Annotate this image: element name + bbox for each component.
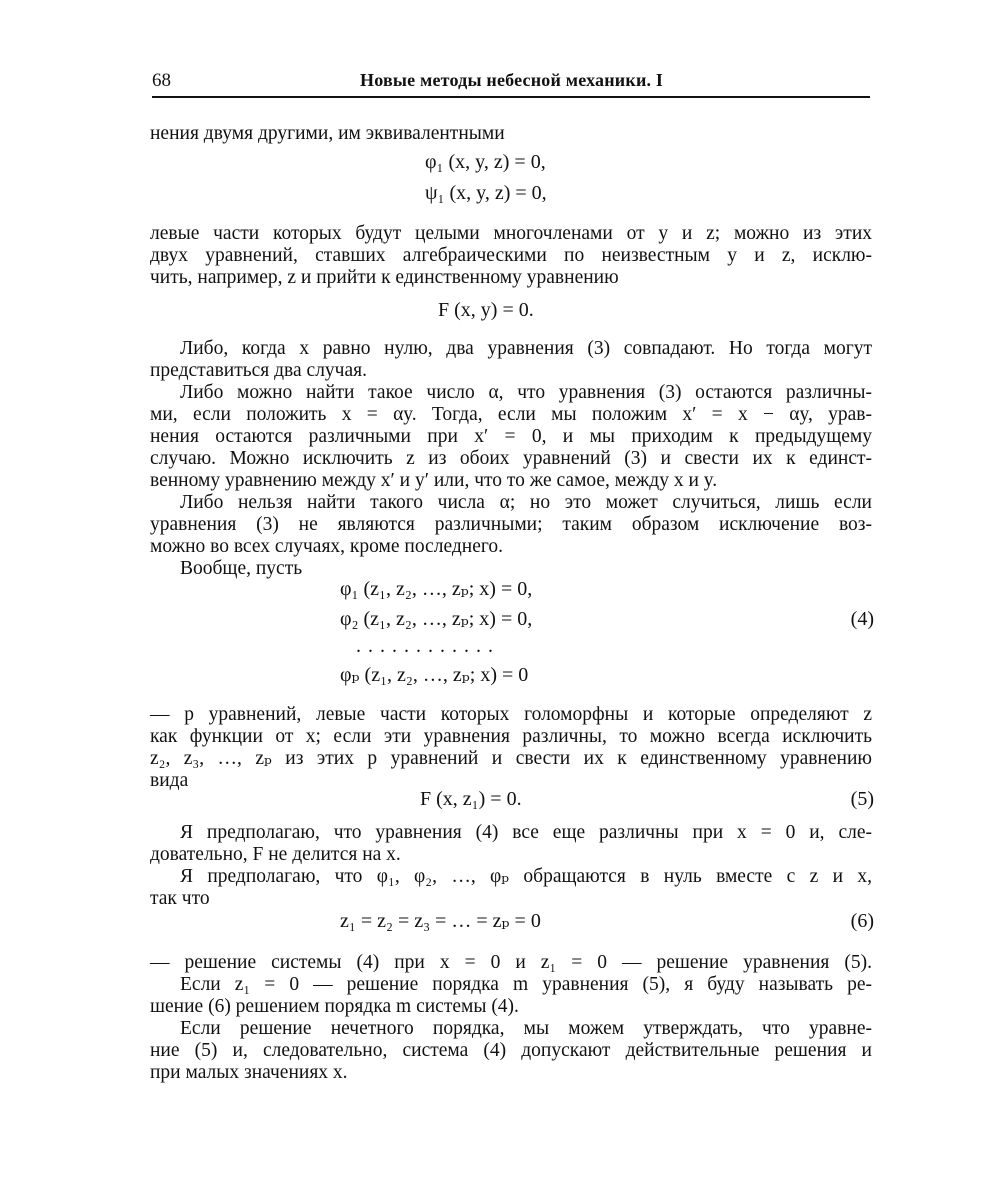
text-line: Либо можно найти такое число α, что уравнения (3) остаются различны- (180, 382, 872, 403)
equation-number-5: (5) (850, 788, 874, 810)
text-line: — решение системы (4) при x = 0 и z₁ = 0 — решение уравнения (5). (150, 952, 872, 973)
text-line: Я предполагаю, что уравнения (4) все еще различны при x = 0 и, сле- (180, 822, 872, 843)
text-line: левые части которых будут целыми многочленами от y и z; можно из этих (150, 223, 872, 244)
equation-6: z₁ = z₂ = z₃ = … = zₚ = 0 (340, 910, 541, 932)
text-line: Либо нельзя найти такого числа α; но это может случиться, лишь если (180, 492, 872, 513)
text-line: при малых значениях x. (150, 1062, 348, 1083)
text-line: двух уравнений, ставших алгебраическими по неизвестным y и z, исклю- (150, 245, 872, 266)
text-line: Если решение нечетного порядка, мы можем утверждать, что уравне- (180, 1018, 872, 1039)
system4-dots: . . . . . . . . . . . . (356, 635, 494, 657)
text-line: как функции от x; если эти уравнения различны, то можно всегда исключить (150, 726, 872, 747)
text-line: уравнения (3) не являются различными; таким образом исключение воз- (150, 514, 872, 535)
system4-eq1: φ₁ (z₁, z₂, …, zₚ; x) = 0, (340, 578, 533, 600)
text-line: вида (150, 770, 189, 791)
text-line: — p уравнений, левые части которых голоморфны и которые определяют z (150, 704, 872, 725)
text-line: чить, например, z и прийти к единственному уравнению (150, 267, 619, 288)
text-line: нения двумя другими, им эквивалентными (150, 123, 505, 144)
text-line: Вообще, пусть (180, 558, 303, 579)
text-line: ние (5) и, следовательно, система (4) допускают действительные решения и (150, 1040, 872, 1061)
equation-number-4: (4) (850, 608, 874, 630)
system4-eq2: φ₂ (z₁, z₂, …, zₚ; x) = 0, (340, 608, 533, 630)
text-line: z₂, z₃, …, zₚ из этих p уравнений и свести их к единственному уравнению (150, 748, 872, 769)
equation-number-6: (6) (850, 910, 874, 932)
text-line: так что (150, 888, 210, 909)
page-header (152, 68, 870, 98)
text-line: венному уравнению между x′ и y′ или, что то же самое, между x и y. (150, 470, 718, 491)
system4-eqp: φₚ (z₁, z₂, …, zₚ; x) = 0 (340, 664, 529, 686)
text-line: Либо, когда x равно нулю, два уравнения (3) совпадают. Но тогда могут (180, 338, 872, 359)
equation-phi1: φ₁ (x, y, z) = 0, (425, 151, 546, 173)
page-number: 68 (152, 70, 171, 91)
text-line: случаю. Можно исключить z из обоих уравнений (3) и свести их к единст- (150, 448, 872, 469)
equation-F-xy: F (x, y) = 0. (438, 299, 534, 321)
text-line: ми, если положить x = αy. Тогда, если мы положим x′ = x − αy, урав- (150, 404, 872, 425)
text-line: шение (6) решением порядка m системы (4). (150, 996, 519, 1017)
text-line: довательно, F не делится на x. (150, 844, 401, 865)
running-title: Новые методы небесной механики. I (360, 70, 664, 90)
text-line: нения остаются различными при x′ = 0, и мы приходим к предыдущему (150, 426, 872, 447)
text-line: Я предполагаю, что φ₁, φ₂, …, φₚ обращаются в нуль вместе с z и x, (180, 866, 872, 887)
text-line: представиться два случая. (150, 360, 367, 381)
equation-5: F (x, z₁) = 0. (420, 788, 522, 810)
text-line: Если z₁ = 0 — решение порядка m уравнения (5), я буду называть ре- (180, 974, 872, 995)
text-line: можно во всех случаях, кроме последнего. (150, 536, 503, 557)
equation-psi1: ψ₁ (x, y, z) = 0, (425, 182, 547, 204)
